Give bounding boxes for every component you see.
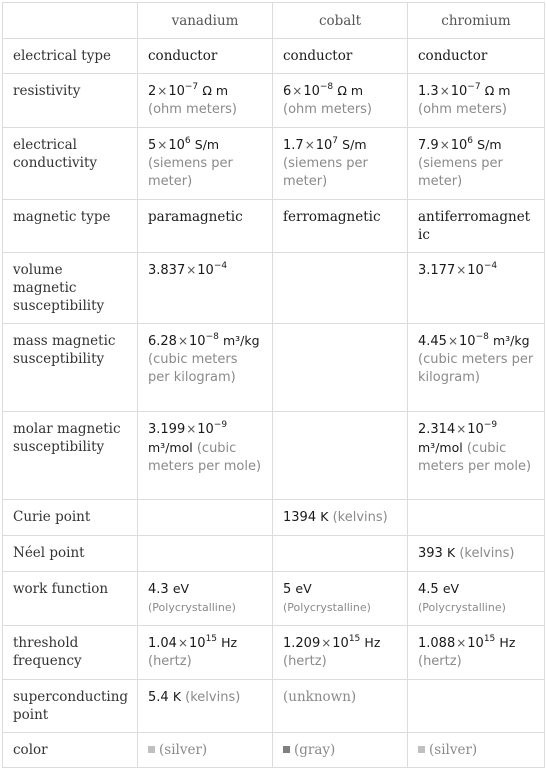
mantissa: 5	[148, 138, 157, 153]
column-header-chromium: chromium	[408, 3, 545, 39]
unit-note: (Polycrystalline)	[283, 601, 371, 614]
exponent: 6	[467, 136, 474, 146]
cell-value: $1.04\times 10^{15}$ Hz (hertz)	[138, 626, 273, 680]
number: 4.3	[148, 582, 169, 597]
cell-value	[408, 572, 545, 626]
unit: m³/mol	[148, 440, 193, 455]
table-row	[3, 74, 545, 128]
unit: m³/kg	[492, 333, 530, 348]
color-swatch	[283, 746, 290, 753]
unit: Hz	[364, 635, 381, 650]
mantissa: 1.04	[148, 636, 177, 651]
table-row	[3, 200, 545, 253]
unit: Hz	[221, 635, 238, 650]
unit-note: (siemens per meter)	[283, 156, 368, 189]
unit-note: (cubic meters per mole)	[148, 441, 262, 474]
mantissa: 3.837	[148, 263, 186, 278]
cell-value	[273, 572, 408, 626]
unit: K	[446, 545, 456, 560]
table-row	[3, 572, 545, 626]
unit: S/m	[477, 137, 502, 152]
unit-note: (cubic meters per mole)	[418, 441, 532, 474]
exponent: 15	[205, 634, 218, 644]
cell-empty	[273, 324, 408, 412]
unit: Ω m	[337, 83, 364, 98]
unit: S/m	[194, 137, 220, 152]
unit-note: (hertz)	[283, 654, 327, 669]
row-label-threshold-frequency: threshold frequency	[3, 626, 138, 680]
cell-value	[138, 572, 273, 626]
cell-value: paramagnetic	[138, 200, 273, 253]
cell-empty	[138, 500, 273, 536]
cell-value: $3.177\times 10^{-4}$	[408, 253, 545, 324]
unit-note: (ohm meters)	[148, 102, 238, 117]
table-row	[3, 733, 545, 768]
exponent: −7	[184, 82, 199, 92]
header-corner	[3, 3, 138, 39]
row-label-work-function: work function	[3, 572, 138, 626]
color-name: (silver)	[429, 742, 478, 758]
unit: S/m	[342, 137, 367, 152]
column-header-vanadium: vanadium	[138, 3, 273, 39]
row-label-electrical-conductivity: electrical conductivity	[3, 128, 138, 200]
unit-note: (siemens per meter)	[148, 156, 233, 189]
color-swatch	[148, 746, 155, 753]
cell-value: antiferromagnetic	[408, 200, 545, 253]
unit-note: (kelvins)	[185, 690, 241, 705]
unit-note: (cubic meters per kilogram)	[418, 352, 534, 385]
table-row	[3, 680, 545, 733]
cell-empty	[408, 680, 545, 733]
table-row	[3, 626, 545, 680]
mantissa: 3.199	[148, 422, 186, 437]
table-row	[3, 536, 545, 572]
unit-note: (hertz)	[418, 654, 462, 669]
cell-empty	[273, 412, 408, 500]
cell-value: $2.314\times 10^{-9}$ m³/mol (cubic meters per mole)	[408, 412, 545, 500]
exponent: −7	[467, 82, 481, 92]
number: 4.5	[418, 582, 439, 597]
cell-unknown: (unknown)	[273, 680, 408, 733]
exponent: 15	[483, 634, 496, 644]
cell-value: $6\times 10^{-8}$ Ω m (ohm meters)	[273, 74, 408, 128]
table-row	[3, 412, 545, 500]
cell-value	[273, 733, 408, 768]
cell-value: ferromagnetic	[273, 200, 408, 253]
unit-note: (ohm meters)	[418, 102, 508, 117]
cell-value: $5\times 10^6$ S/m (siemens per meter)	[138, 128, 273, 200]
table-row	[3, 324, 545, 412]
unit: eV	[295, 581, 312, 596]
header-row	[3, 3, 545, 39]
unit: Ω m	[484, 83, 511, 98]
table-row	[3, 500, 545, 536]
unit-note: (siemens per meter)	[418, 156, 503, 189]
unit: eV	[442, 581, 460, 596]
cell-empty	[273, 536, 408, 572]
unit-note: (Polycrystalline)	[148, 601, 236, 614]
cell-value	[138, 733, 273, 768]
table-row	[3, 253, 545, 324]
cell-empty	[273, 253, 408, 324]
cell-value: $1.3\times 10^{-7}$ Ω m (ohm meters)	[408, 74, 545, 128]
unit: K	[320, 509, 329, 524]
mantissa: 1.3	[418, 84, 439, 99]
unit-note: (hertz)	[148, 654, 192, 669]
exponent: 6	[184, 136, 191, 146]
mantissa: 1.7	[283, 138, 304, 153]
cell-value	[408, 536, 545, 572]
row-label-volume-magnetic-susceptibility: volume magnetic susceptibility	[3, 253, 138, 324]
color-name: (gray)	[294, 742, 336, 758]
unit: m³/mol	[418, 440, 463, 455]
row-label-curie-point: Curie point	[3, 500, 138, 536]
mantissa: 6	[283, 84, 292, 99]
row-label-molar-magnetic-susceptibility: molar magnetic susceptibility	[3, 412, 138, 500]
cell-value: $7.9\times 10^6$ S/m (siemens per meter)	[408, 128, 545, 200]
table-row	[3, 128, 545, 200]
color-name: (silver)	[159, 742, 208, 758]
exponent: −8	[205, 332, 219, 342]
cell-value: $3.199\times 10^{-9}$ m³/mol (cubic meters per mole)	[138, 412, 273, 500]
unit-note: (Polycrystalline)	[418, 601, 506, 614]
exponent: 7	[332, 136, 339, 146]
number: 1394	[283, 510, 317, 525]
cell-value: $3.837\times 10^{-4}$	[138, 253, 273, 324]
row-label-magnetic-type: magnetic type	[3, 200, 138, 253]
cell-value: $4.45\times 10^{-8}$ m³/kg (cubic meters per kilogram)	[408, 324, 545, 412]
cell-value: $1.209\times 10^{15}$ Hz (hertz)	[273, 626, 408, 680]
cell-value: $1.088\times 10^{15}$ Hz (hertz)	[408, 626, 545, 680]
mantissa: 4.45	[418, 334, 447, 349]
cell-value	[138, 680, 273, 733]
element-properties-table	[2, 2, 545, 768]
number: 393	[418, 546, 443, 561]
mantissa: 7.9	[418, 138, 439, 153]
unit: K	[172, 689, 182, 704]
number: 5	[283, 582, 292, 597]
row-label-neel-point: Néel point	[3, 536, 138, 572]
mantissa: 1.088	[418, 636, 456, 651]
unit: eV	[172, 581, 190, 596]
cell-value	[408, 733, 545, 768]
exponent: −9	[483, 420, 498, 430]
unit-note: (ohm meters)	[283, 102, 373, 117]
row-label-resistivity: resistivity	[3, 74, 138, 128]
row-label-color: color	[3, 733, 138, 768]
cell-value: $6.28\times 10^{-8}$ m³/kg (cubic meters per kilogram)	[138, 324, 273, 412]
unit-note: (cubic meters per kilogram)	[148, 352, 238, 385]
unit: m³/kg	[222, 333, 260, 348]
cell-empty	[138, 536, 273, 572]
mantissa: 6.28	[148, 334, 177, 349]
exponent: −8	[319, 82, 334, 92]
exponent: 15	[348, 634, 361, 644]
cell-value: $1.7\times 10^7$ S/m (siemens per meter)	[273, 128, 408, 200]
exponent: −4	[483, 261, 498, 271]
number: 5.4	[148, 690, 169, 705]
cell-value: $2\times 10^{-7}$ Ω m (ohm meters)	[138, 74, 273, 128]
mantissa: 2	[148, 84, 157, 99]
exponent: −4	[213, 261, 228, 271]
unit-note: (kelvins)	[459, 546, 515, 561]
unit-note: (kelvins)	[332, 510, 388, 525]
row-label-electrical-type: electrical type	[3, 39, 138, 74]
mantissa: 2.314	[418, 422, 456, 437]
row-label-mass-magnetic-susceptibility: mass magnetic susceptibility	[3, 324, 138, 412]
exponent: −9	[213, 420, 228, 430]
mantissa: 3.177	[418, 263, 456, 278]
cell-value: conductor	[408, 39, 545, 74]
unit: Ω m	[202, 83, 229, 98]
cell-value	[273, 500, 408, 536]
row-label-superconducting-point: superconducting point	[3, 680, 138, 733]
cell-value: conductor	[273, 39, 408, 74]
table-row	[3, 39, 545, 74]
mantissa: 1.209	[283, 636, 321, 651]
cell-value: conductor	[138, 39, 273, 74]
column-header-cobalt: cobalt	[273, 3, 408, 39]
color-swatch	[418, 746, 425, 753]
cell-empty	[408, 500, 545, 536]
exponent: −8	[475, 332, 489, 342]
unit: Hz	[499, 635, 516, 650]
